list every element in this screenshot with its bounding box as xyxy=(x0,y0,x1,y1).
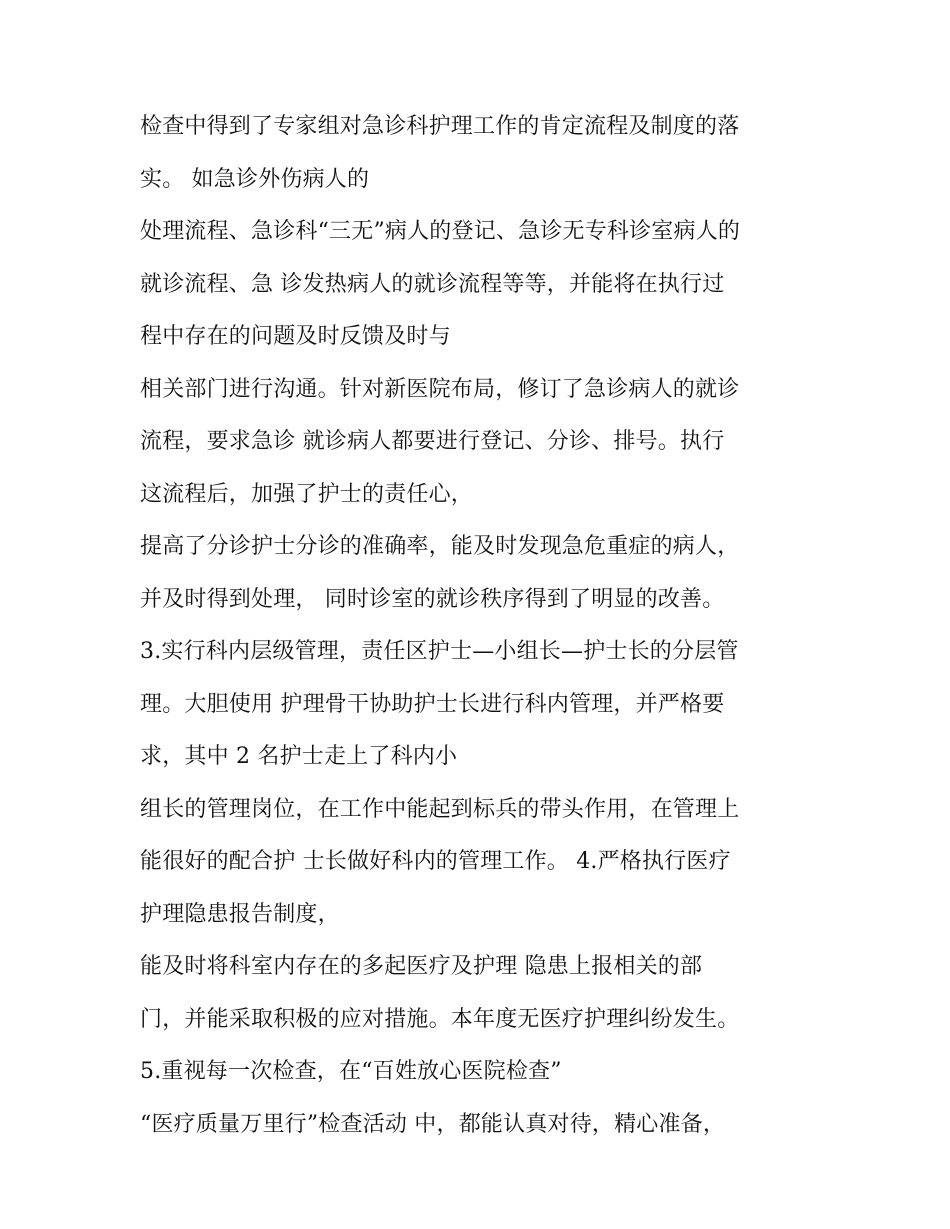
text-line: 相关部门进行沟通。针对新医院布局，修订了急诊病人的就诊 xyxy=(140,376,740,402)
text-line: 5.重视每一次检查，在“百姓放心医院检查” xyxy=(140,1059,562,1084)
text-line: 并及时得到处理， 同时诊室的就诊秩序得到了明显的改善。 xyxy=(140,586,725,612)
body-text xyxy=(140,107,830,1157)
text-line: 提高了分诊护士分诊的准确率，能及时发现急危重症的病人， xyxy=(140,534,740,559)
text-line: 3.实行科内层级管理，责任区护士—小组长—护士长的分层管 xyxy=(140,639,739,664)
text-line: 护理隐患报告制度， xyxy=(140,901,340,927)
text-line: 理。大胆使用 护理骨干协助护士长进行科内管理，并严格要 xyxy=(140,691,725,717)
text-line: 组长的管理岗位，在工作中能起到标兵的带头作用，在管理上 xyxy=(140,796,740,822)
text-line: 检查中得到了专家组对急诊科护理工作的肯定流程及制度的落 xyxy=(140,114,740,139)
text-line: 流程，要求急诊 就诊病人都要进行登记、分诊、排号。执行 xyxy=(140,429,725,454)
text-line: 处理流程、急诊科“三无”病人的登记、急诊无专科诊室病人的 xyxy=(140,219,741,244)
text-line: 门，并能采取积极的应对措施。本年度无医疗护理纠纷发生。 xyxy=(140,1006,740,1032)
text-line: 就诊流程、急 诊发热病人的就诊流程等等，并能将在执行过 xyxy=(140,271,725,297)
text-line: 能很好的配合护 士长做好科内的管理工作。 4.严格执行医疗 xyxy=(140,849,731,874)
text-line: 实。 如急诊外伤病人的 xyxy=(140,166,370,192)
text-line: “医疗质量万里行”检查活动 中，都能认真对待，精心准备， xyxy=(140,1111,726,1137)
text-line: 程中存在的问题及时反馈及时与 xyxy=(140,324,451,349)
text-line: 这流程后，加强了护士的责任心， xyxy=(140,481,474,507)
text-line: 求，其中 2 名护士走上了科内小 xyxy=(140,744,458,769)
text-line: 能及时将科室内存在的多起医疗及护理 隐患上报相关的部 xyxy=(140,954,703,979)
